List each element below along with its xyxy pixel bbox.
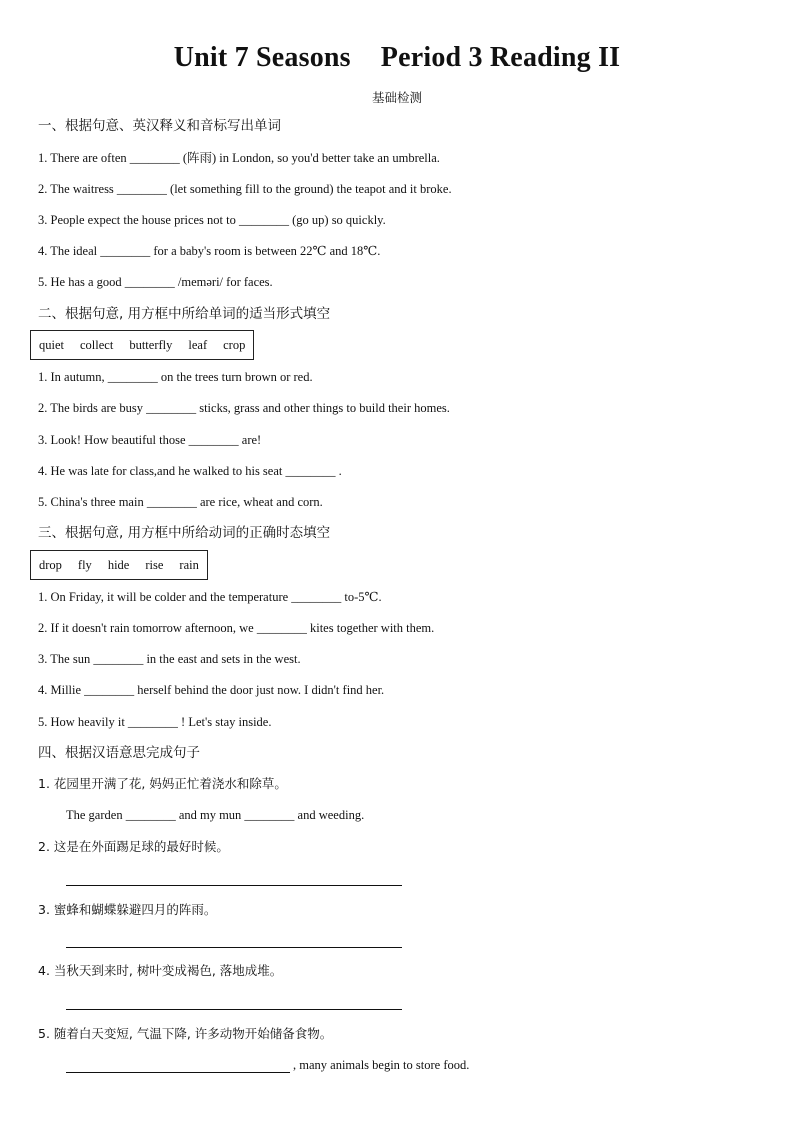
section2-heading: 二、根据句意, 用方框中所给单词的适当形式填空 [38, 306, 331, 322]
word-box-item: butterfly [129, 337, 173, 352]
section1-item-5: 5. He has a good ________ /meməri/ for faces. [38, 275, 273, 289]
section3-item-4: 4. Millie ________ herself behind the door just now. I didn't find her. [38, 683, 385, 697]
word-box-item: leaf [188, 337, 208, 352]
section4-item-3-zh: 3. 蜜蜂和蝴蝶躲避四月的阵雨。 [38, 902, 217, 917]
answer-line[interactable] [66, 1071, 290, 1073]
answer-line[interactable] [66, 884, 402, 886]
word-box-item: rain [179, 557, 199, 572]
section2-item-1: 1. In autumn, ________ on the trees turn brown or red. [38, 370, 313, 384]
title-unit: Unit 7 Seasons [173, 42, 351, 73]
section4-item-1-zh: 1. 花园里开满了花, 妈妈正忙着浇水和除草。 [38, 776, 287, 791]
section1-item-2: 2. The waitress ________ (let something fill to the ground) the teapot and it broke. [38, 182, 452, 196]
section4-item-1-en: The garden ________ and my mun ________ and weeding. [66, 808, 365, 822]
section2-word-box [30, 330, 254, 360]
word-box-item: quiet [39, 337, 64, 352]
word-box-item: crop [223, 337, 246, 352]
word-box-item: hide [107, 557, 130, 572]
word-box-item: rise [145, 557, 164, 572]
section4-item-5-en: , many animals begin to store food. [293, 1058, 470, 1072]
section3-item-1: 1. On Friday, it will be colder and the temperature ________ to-5℃. [38, 590, 382, 604]
section4-item-5-zh: 5. 随着白天变短, 气温下降, 许多动物开始储备食物。 [38, 1026, 333, 1041]
answer-line[interactable] [66, 1008, 402, 1010]
section1-item-1: 1. There are often ________ (阵雨) in London, so you'd better take an umbrella. [38, 151, 440, 165]
section3-word-box [30, 550, 208, 580]
section2-item-2: 2. The birds are busy ________ sticks, grass and other things to build their homes. [38, 401, 450, 415]
section1-heading: 一、根据句意、英汉释义和音标写出单词 [38, 118, 281, 134]
word-box-item: fly [77, 557, 92, 572]
section3-heading: 三、根据句意, 用方框中所给动词的正确时态填空 [38, 525, 331, 541]
word-box-item: collect [80, 337, 114, 352]
section4-item-2-zh: 2. 这是在外面踢足球的最好时候。 [38, 839, 229, 854]
section2-item-3: 3. Look! How beautiful those ________ are! [38, 433, 262, 447]
word-box-item: drop [39, 557, 62, 572]
section3-item-2: 2. If it doesn't rain tomorrow afternoon, we ________ kites together with them. [38, 621, 435, 635]
section3-item-3: 3. The sun ________ in the east and sets in the west. [38, 652, 301, 666]
section1-item-3: 3. People expect the house prices not to ________ (go up) so quickly. [38, 213, 386, 227]
page-subtitle: 基础检测 [371, 90, 422, 105]
section4-heading: 四、根据汉语意思完成句子 [38, 745, 200, 761]
title-period: Period 3 Reading II [380, 42, 621, 73]
section2-item-4: 4. He was late for class,and he walked to his seat ________ . [38, 464, 342, 478]
answer-line[interactable] [66, 946, 402, 948]
page-title [0, 42, 794, 74]
section3-item-5: 5. How heavily it ________ ! Let's stay inside. [38, 715, 272, 729]
section2-item-5: 5. China's three main ________ are rice, wheat and corn. [38, 495, 323, 509]
section4-item-4-zh: 4. 当秋天到来时, 树叶变成褐色, 落地成堆。 [38, 963, 283, 978]
section1-item-4: 4. The ideal ________ for a baby's room is between 22℃ and 18℃. [38, 244, 381, 258]
